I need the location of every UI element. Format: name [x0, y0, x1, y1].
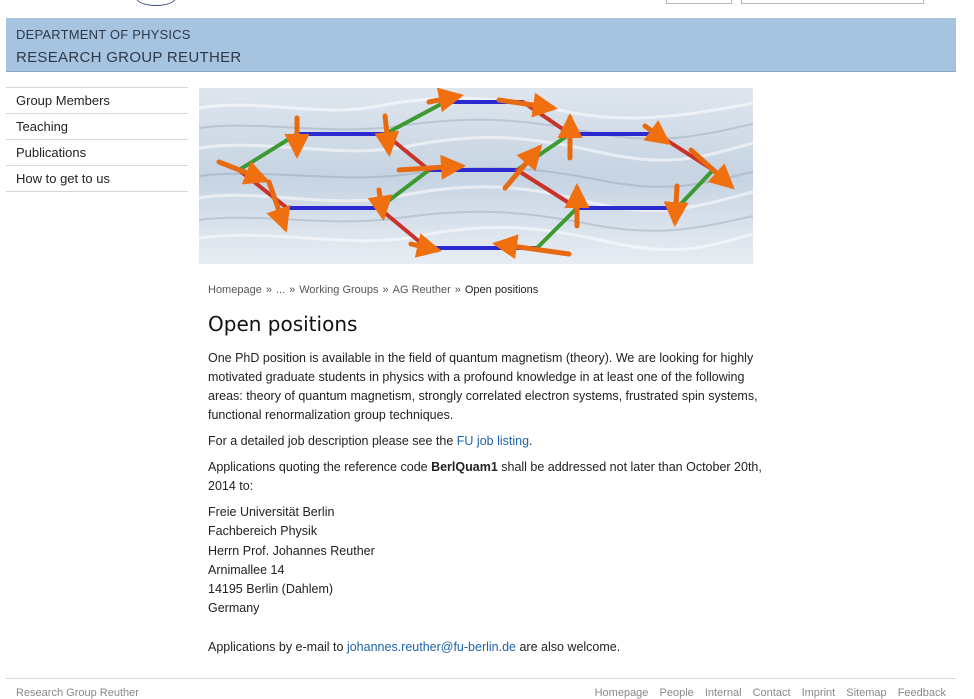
- breadcrumb-separator: »: [454, 284, 461, 296]
- sidebar-item-group-members[interactable]: Group Members: [6, 88, 188, 114]
- address-line: Arnimallee 14: [208, 562, 285, 577]
- apply-suffix: shall be addressed not later than October 20th, 2014 to:: [208, 460, 762, 493]
- site-header: [6, 18, 956, 72]
- breadcrumb-current: Open positions: [464, 284, 539, 296]
- footer-group-name: Research Group Reuther: [16, 687, 139, 699]
- email-suffix: are also welcome.: [516, 639, 621, 654]
- breadcrumb-ellipsis[interactable]: ...: [275, 284, 286, 296]
- intro-paragraph: One PhD position is available in the field of quantum magnetism (theory). We are looking for highly motivated graduate students in physics with a profound knowledge in at least one of the following areas: theory of quantum magnetism, strongly correlated electron systems, frustrated spin systems, functional renormalization group techniques.: [208, 351, 758, 422]
- postal-address: [208, 503, 763, 619]
- email-prefix: Applications by e-mail to: [208, 639, 347, 654]
- language-select[interactable]: [666, 0, 732, 4]
- breadcrumb: [208, 284, 538, 296]
- university-logo-icon[interactable]: [136, 0, 176, 6]
- main-content: [208, 349, 763, 664]
- top-strip: [0, 0, 974, 18]
- address-line: Fachbereich Physik: [208, 524, 318, 539]
- email-link[interactable]: johannes.reuther@fu-berlin.de: [346, 639, 516, 654]
- breadcrumb-working-groups[interactable]: Working Groups: [299, 284, 379, 296]
- group-title[interactable]: RESEARCH GROUP REUTHER: [16, 49, 242, 66]
- address-line: Herrn Prof. Johannes Reuther: [208, 543, 375, 558]
- sidebar-nav: [6, 87, 188, 192]
- footer-link-contact[interactable]: Contact: [752, 687, 791, 699]
- page-title: Open positions: [208, 312, 358, 336]
- breadcrumb-homepage[interactable]: Homepage: [208, 284, 262, 296]
- site-footer: [6, 678, 956, 699]
- breadcrumb-ag-reuther[interactable]: AG Reuther: [392, 284, 451, 296]
- apply-prefix: Applications quoting the reference code: [208, 460, 432, 474]
- sidebar-item-teaching[interactable]: Teaching: [6, 114, 188, 140]
- fu-job-listing-link[interactable]: FU job listing: [456, 434, 530, 448]
- job-desc-suffix: .: [529, 434, 533, 448]
- breadcrumb-separator: »: [265, 284, 272, 296]
- spin-lattice-icon: [199, 88, 753, 264]
- sidebar-item-how-to-get-to-us[interactable]: How to get to us: [6, 166, 188, 192]
- job-desc-prefix: For a detailed job description please see the: [208, 434, 457, 448]
- address-line: 14195 Berlin (Dahlem): [208, 582, 334, 597]
- footer-link-internal[interactable]: Internal: [704, 687, 742, 699]
- search-input[interactable]: [741, 0, 924, 4]
- footer-link-sitemap[interactable]: Sitemap: [846, 687, 887, 699]
- breadcrumb-separator: »: [289, 284, 296, 296]
- reference-code: BerlQuam1: [431, 460, 498, 474]
- department-title[interactable]: DEPARTMENT OF PHYSICS: [16, 27, 191, 42]
- email-paragraph: [208, 638, 763, 657]
- breadcrumb-separator: »: [382, 284, 389, 296]
- footer-link-feedback[interactable]: Feedback: [897, 687, 946, 699]
- job-description-paragraph: [208, 432, 763, 451]
- address-line: Freie Universität Berlin: [208, 505, 335, 519]
- footer-links: [587, 687, 946, 699]
- footer-link-imprint[interactable]: Imprint: [801, 687, 836, 699]
- banner-image: [199, 88, 753, 264]
- footer-link-homepage[interactable]: Homepage: [594, 687, 649, 699]
- application-paragraph: [208, 458, 763, 496]
- footer-link-people[interactable]: People: [659, 687, 694, 699]
- sidebar-item-publications[interactable]: Publications: [6, 140, 188, 166]
- address-line: Germany: [208, 601, 260, 616]
